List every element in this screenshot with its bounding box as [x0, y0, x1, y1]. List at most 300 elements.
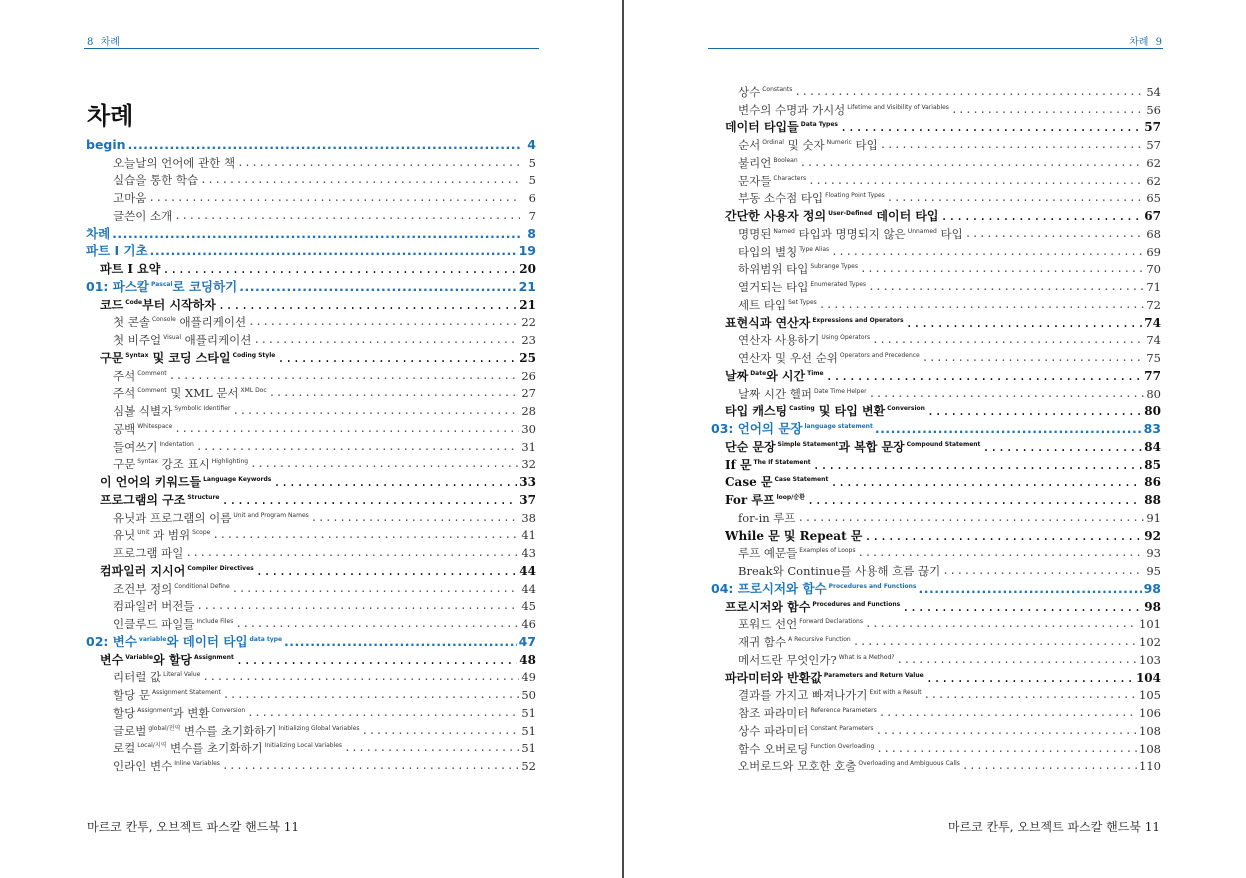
toc-entry-label: [738, 135, 878, 153]
toc-entry-page-number: 32: [521, 457, 536, 472]
toc-entry-text: 코드: [100, 297, 124, 312]
toc-entry-page-number: 22: [521, 315, 536, 330]
toc-entry-english-term: Syntax: [125, 351, 149, 359]
toc-entry-page-number: 86: [1144, 475, 1161, 490]
toc-entry-english-term: Date Time Helper: [813, 387, 867, 395]
toc-entry-page-number: 46: [521, 617, 536, 631]
dot-leader: [906, 315, 1143, 331]
toc-entry-english-term: Code: [125, 298, 143, 306]
toc-entry-english-term: Using Operators: [821, 334, 871, 342]
toc-entry-text: 열거되는 타입: [738, 280, 809, 294]
toc-entry[interactable]: [86, 206, 536, 224]
toc-entry-text-cont: 변수를 초기화하기: [166, 741, 263, 756]
toc-entry-text: 문자들: [738, 173, 772, 188]
toc-entry[interactable]: [711, 153, 1161, 171]
toc-entry[interactable]: [86, 472, 536, 490]
toc-entry-page-number: 5: [528, 173, 536, 188]
toc-entry[interactable]: [711, 703, 1161, 721]
toc-entry-text: 데이터 타입들: [725, 120, 799, 135]
dot-leader: [965, 226, 1145, 242]
toc-entry-label: [113, 579, 230, 597]
toc-entry[interactable]: [711, 366, 1161, 384]
toc-entry-text: 오버로드와 모호한 호출: [738, 759, 857, 774]
dot-leader: [221, 492, 517, 508]
toc-entry-text: 차례: [86, 225, 111, 241]
toc-entry-english-term: Overloading and Ambiguous Calls: [858, 760, 960, 768]
toc-entry-text: 타입의 별칭: [738, 244, 798, 259]
toc-entry-english-term: Visual: [163, 334, 182, 341]
dot-leader: [232, 403, 519, 419]
toc-entry-text: 표현식과 연산자: [725, 315, 811, 330]
toc-entry-page-number: 38: [521, 510, 536, 525]
toc-entry[interactable]: [86, 490, 536, 508]
toc-entry-english-term: Floating Point Types: [825, 192, 885, 200]
toc-entry-english-term: Constant Parameters: [810, 724, 874, 732]
toc-entry[interactable]: [711, 242, 1161, 260]
toc-entry-text: 부동 소수점 타입: [738, 191, 824, 206]
toc-entry[interactable]: [711, 295, 1161, 313]
toc-entry[interactable]: [711, 668, 1161, 686]
dot-leader: [250, 456, 519, 472]
toc-entry-label: [738, 224, 963, 242]
toc-entry-english-term: Structure: [187, 493, 220, 501]
toc-entry-page-number: 104: [1135, 670, 1161, 685]
toc-entry[interactable]: [711, 135, 1161, 153]
toc-entry[interactable]: [86, 756, 536, 774]
toc-entry-text: 구문: [113, 457, 136, 472]
toc-entry-english-term: Subrange Types: [810, 263, 858, 271]
dot-leader: [875, 421, 1142, 437]
toc-entry-text-cont: 와 데이터 타입: [166, 633, 248, 649]
toc-entry-label: [738, 295, 817, 313]
toc-entry-text: 프로그램의 구조: [100, 492, 186, 507]
toc-entry-text: 로컬: [113, 741, 136, 756]
toc-entry[interactable]: [711, 384, 1161, 402]
dot-leader: [860, 261, 1144, 277]
dot-leader: [924, 687, 1138, 703]
toc-entry[interactable]: [711, 82, 1161, 100]
toc-entry-english-term: Procedures and Functions: [812, 600, 901, 608]
dot-leader: [876, 723, 1138, 739]
toc-entry-page-number: 57: [1146, 138, 1161, 152]
toc-entry-page-number: 43: [521, 546, 536, 560]
toc-entry-text-cont: 타입: [851, 138, 878, 152]
toc-entry-page-number: 7: [528, 208, 536, 223]
toc-entry[interactable]: [86, 419, 536, 437]
toc-entry-text: 인클루드 파일들: [113, 617, 195, 631]
right-footer: 마르코 칸투, 오브젝트 파스칼 핸드북 11: [947, 820, 1160, 834]
toc-entry[interactable]: [86, 330, 536, 348]
toc-entry[interactable]: [86, 242, 536, 260]
toc-entry-english-term: Numeric: [826, 139, 852, 146]
toc-entry-label: [113, 383, 267, 401]
dot-leader: [902, 599, 1142, 615]
toc-entry-english-term: Include Files: [196, 618, 234, 625]
toc-entry-label: [738, 563, 940, 579]
dot-leader: [857, 545, 1144, 561]
toc-entry-label: [113, 172, 198, 188]
toc-entry-label: [725, 490, 805, 508]
toc-entry-label: [113, 525, 210, 543]
toc-entry-label: [113, 454, 248, 472]
toc-entry[interactable]: [711, 739, 1161, 757]
toc-entry-text: 결과를 가지고 빠져나가기: [738, 688, 868, 703]
toc-entry-text: 심볼 식별자: [113, 404, 173, 418]
dot-leader: [840, 119, 1142, 135]
toc-entry-text: 구문: [100, 350, 124, 365]
toc-entry-page-number: 5: [528, 155, 536, 170]
toc-entry[interactable]: [86, 721, 536, 739]
toc-entry[interactable]: [86, 508, 536, 526]
toc-entry-english-term: Console: [151, 316, 176, 324]
toc-entry-text: 오늘날의 언어에 관한 책: [113, 155, 236, 170]
toc-entry[interactable]: [711, 437, 1161, 455]
toc-entry[interactable]: [86, 526, 536, 544]
toc-entry-text: for-in 루프: [738, 510, 796, 525]
dot-leader: [284, 634, 517, 650]
toc-entry-page-number: 70: [1146, 262, 1161, 277]
toc-entry-english-term: Named: [773, 227, 795, 235]
toc-entry-text: 하위범위 타입: [738, 262, 809, 277]
toc-entry[interactable]: [86, 650, 536, 668]
toc-entry-label: [113, 685, 221, 703]
toc-entry[interactable]: [86, 224, 536, 242]
toc-entry-english-term: Assignment: [137, 706, 173, 714]
toc-entry-english-term: language statement: [804, 423, 873, 430]
toc-entry-label: [738, 171, 806, 189]
toc-left-list: [86, 135, 536, 774]
toc-entry-label: [738, 153, 798, 171]
toc-entry-label: [725, 668, 924, 686]
toc-entry-text-cont: 애플리케이션: [181, 333, 252, 347]
toc-entry-text: 글쓴이 소개: [113, 208, 173, 223]
dot-leader: [232, 581, 520, 597]
toc-entry[interactable]: [711, 615, 1161, 633]
toc-entry-page-number: 85: [1144, 457, 1161, 472]
toc-entry[interactable]: [86, 703, 536, 721]
toc-entry[interactable]: [86, 384, 536, 402]
dot-leader: [150, 243, 517, 259]
toc-entry-label: [725, 597, 900, 615]
toc-entry-text: 유닛과 프로그램의 이름: [113, 510, 232, 525]
toc-entry-label: [113, 614, 233, 632]
toc-entry-text: 02: 변수: [86, 633, 137, 649]
toc-entry-text-cont: 및 코딩 스타일: [148, 350, 231, 365]
toc-entry[interactable]: [711, 757, 1161, 775]
toc-entry[interactable]: [86, 313, 536, 331]
toc-entry[interactable]: [86, 437, 536, 455]
toc-entry-page-number: 33: [519, 475, 536, 489]
dot-leader: [864, 528, 1142, 544]
toc-entry-text-cont: 와 할당: [153, 652, 193, 667]
dot-leader: [926, 670, 1134, 686]
toc-entry-text: 프로시저와 함수: [725, 599, 811, 614]
toc-entry-text: 세트 타입: [738, 297, 787, 312]
toc-entry-text: 이 언어의 키워드들: [100, 475, 202, 489]
toc-entry-text: 루프 예문들: [738, 546, 798, 561]
toc-entry-english-term: Unit and Program Names: [233, 511, 309, 519]
toc-entry[interactable]: [86, 668, 536, 686]
toc-entry[interactable]: [86, 597, 536, 615]
toc-entry-text: 인라인 변수: [113, 759, 173, 773]
toc-entry[interactable]: [86, 579, 536, 597]
toc-entry-page-number: 62: [1146, 173, 1161, 188]
toc-entry-label: [100, 261, 160, 277]
toc-entry[interactable]: [86, 543, 536, 561]
toc-entry-page-number: 62: [1146, 155, 1161, 170]
dot-leader: [362, 723, 520, 739]
right-running-head: [1129, 33, 1162, 48]
toc-entry-page-number: 8: [527, 225, 536, 241]
toc-entry-text: 주석: [113, 386, 136, 401]
toc-entry-label: [113, 545, 183, 561]
toc-entry-page-number: 83: [1143, 421, 1161, 436]
toc-entry[interactable]: [86, 614, 536, 632]
dot-leader: [200, 172, 520, 188]
toc-entry-english-term: Assignment Statement: [151, 689, 221, 696]
dot-leader: [196, 598, 519, 614]
toc-entry[interactable]: [711, 721, 1161, 739]
toc-entry-english-term: Procedures and Functions: [828, 582, 917, 590]
toc-entry[interactable]: [711, 650, 1161, 668]
toc-entry-text: 변수의 수명과 가시성: [738, 102, 846, 117]
toc-entry-text-cont: 데이터 타입: [872, 209, 939, 223]
toc-entry-label: [725, 206, 939, 224]
toc-entry[interactable]: [86, 366, 536, 384]
toc-entry-page-number: 41: [521, 528, 536, 543]
dot-leader: [819, 297, 1145, 313]
toc-entry-english-term: User-Defined: [828, 210, 873, 217]
toc-entry[interactable]: [86, 455, 536, 473]
toc-entry-label: [738, 739, 874, 757]
toc-entry-page-number: 56: [1146, 102, 1161, 117]
toc-entry-english-term: Syntax: [137, 458, 158, 466]
toc-entry-text: 04: 프로시저와 함수: [711, 580, 827, 596]
toc-entry-label: [738, 510, 796, 526]
toc-entry[interactable]: [711, 348, 1161, 366]
toc-entry[interactable]: [711, 118, 1161, 136]
toc-entry-text-cont: 과 변환: [172, 705, 210, 720]
toc-entry[interactable]: [86, 632, 536, 650]
toc-entry-text: 03: 언어의 문장: [711, 421, 803, 436]
toc-entry[interactable]: [711, 579, 1161, 597]
toc-entry[interactable]: [711, 526, 1161, 544]
toc-title: 차례: [87, 102, 134, 130]
toc-entry[interactable]: [86, 171, 536, 189]
toc-entry-label: [113, 508, 309, 526]
toc-entry[interactable]: [86, 401, 536, 419]
dot-leader: [853, 634, 1137, 650]
toc-entry-page-number: 28: [521, 404, 536, 418]
toc-entry[interactable]: [711, 597, 1161, 615]
toc-entry-text: 불리언: [738, 155, 772, 170]
left-section-name: 차례: [100, 37, 120, 48]
toc-entry-label: [113, 155, 235, 171]
dot-leader: [918, 581, 1141, 597]
toc-entry-page-number: 50: [521, 688, 536, 702]
toc-entry-text: 날짜: [725, 368, 749, 383]
toc-entry-english-term: Lifetime and Visibility of Variables: [847, 103, 949, 111]
toc-entry-text: If 문: [725, 457, 752, 472]
toc-entry[interactable]: [86, 561, 536, 579]
toc-entry-page-number: 106: [1139, 706, 1161, 720]
toc-entry-page-number: 108: [1139, 741, 1161, 756]
toc-entry[interactable]: [711, 632, 1161, 650]
toc-entry[interactable]: [86, 277, 536, 295]
toc-entry-english-term: Boolean: [773, 156, 798, 164]
toc-entry-page-number: 49: [521, 670, 536, 685]
toc-entry-english-term: Forward Declarations: [799, 618, 863, 626]
toc-entry-english-term: Exit with a Result: [869, 689, 922, 697]
toc-entry[interactable]: [86, 685, 536, 703]
toc-entry-page-number: 51: [521, 723, 536, 738]
toc-entry-label: [738, 100, 949, 118]
toc-entry-label: [738, 259, 858, 277]
toc-entry-english-term: variable: [138, 635, 167, 643]
toc-entry[interactable]: [86, 348, 536, 366]
dot-leader: [269, 385, 520, 401]
dot-leader: [927, 403, 1142, 419]
toc-entry-text: 주석: [113, 368, 136, 383]
toc-entry-text-cont: 부터 시작하자: [142, 297, 216, 312]
toc-entry-english-term: Conversion: [211, 706, 246, 714]
toc-right-list: [711, 82, 1161, 774]
dot-leader: [344, 740, 519, 756]
toc-entry-label: [725, 437, 980, 455]
toc-entry-page-number: 110: [1139, 759, 1161, 774]
toc-entry-english-term: data type: [249, 635, 283, 643]
toc-entry-label: [113, 437, 194, 455]
toc-entry-text: 타입 캐스팅: [725, 404, 788, 419]
toc-entry-page-number: 75: [1146, 351, 1161, 365]
toc-entry-page-number: 25: [519, 350, 536, 365]
toc-entry-text: For 루프: [725, 493, 775, 507]
dot-leader: [982, 439, 1142, 455]
toc-entry[interactable]: [711, 402, 1161, 420]
toc-entry-english-term: Literal Value: [163, 671, 201, 679]
toc-entry[interactable]: [711, 686, 1161, 704]
toc-entry-label: [738, 188, 885, 206]
toc-entry-text-cont: 타입과 명명되지 않은: [794, 226, 906, 241]
toc-entry[interactable]: [86, 188, 536, 206]
toc-entry-page-number: 69: [1146, 244, 1161, 259]
toc-entry-page-number: 57: [1144, 120, 1161, 135]
toc-entry-text: 공백: [113, 421, 136, 436]
toc-entry-english-term: Language Keywords: [203, 476, 272, 483]
dot-leader: [218, 297, 517, 313]
toc-entry[interactable]: [711, 508, 1161, 526]
toc-entry[interactable]: [711, 224, 1161, 242]
toc-entry-english-term: Examples of Loops: [799, 547, 856, 555]
toc-entry[interactable]: [711, 490, 1161, 508]
toc-entry-label: [711, 579, 916, 597]
toc-entry-english-term: Unnamed: [907, 227, 937, 235]
toc-entry[interactable]: [86, 259, 536, 277]
dot-leader: [807, 492, 1142, 508]
toc-entry[interactable]: [86, 739, 536, 757]
toc-entry-page-number: 103: [1139, 652, 1161, 667]
toc-entry-english-term: Inline Variables: [174, 760, 220, 767]
dot-leader: [202, 669, 519, 685]
toc-entry[interactable]: [711, 419, 1161, 437]
toc-entry[interactable]: [86, 135, 536, 153]
toc-entry-text: 글로벌: [113, 723, 147, 738]
dot-leader: [196, 439, 520, 455]
toc-entry-english-term: XML Doc: [240, 387, 267, 395]
left-header-rule: [84, 48, 539, 49]
toc-entry-page-number: 27: [521, 386, 536, 401]
dot-leader: [185, 545, 519, 561]
toc-entry-english-term: Enumerated Types: [810, 281, 867, 288]
toc-entry[interactable]: [711, 171, 1161, 189]
toc-entry-label: [113, 667, 200, 685]
toc-entry-label: [86, 137, 126, 153]
toc-entry-english-term: Compiler Directives: [187, 564, 254, 572]
toc-entry[interactable]: [711, 473, 1161, 491]
dot-leader: [865, 616, 1137, 632]
toc-entry-text: 참조 파라미터: [738, 706, 809, 720]
toc-entry-text: 메서드란 무엇인가?: [738, 652, 837, 667]
toc-entry-text-cont: 및 숫자: [783, 138, 825, 152]
toc-entry-label: [113, 703, 245, 721]
toc-entry-text: 파트 I 기초: [86, 243, 148, 259]
toc-entry-page-number: 92: [1144, 528, 1161, 543]
toc-entry-english-term: Characters: [773, 174, 807, 182]
toc-entry-page-number: 74: [1144, 315, 1161, 330]
dot-leader: [868, 279, 1144, 295]
toc-entry-english-term: Type Alias: [799, 245, 830, 253]
toc-entry-label: [113, 190, 146, 206]
toc-entry[interactable]: [711, 455, 1161, 473]
toc-entry-english-term: Reference Parameters: [810, 707, 877, 714]
toc-entry-english-term: Time: [807, 369, 824, 377]
toc-entry-label: [113, 419, 172, 437]
dot-leader: [112, 226, 520, 242]
toc-entry[interactable]: [711, 100, 1161, 118]
dot-leader: [813, 457, 1143, 473]
toc-entry[interactable]: [711, 206, 1161, 224]
toc-entry-label: [113, 598, 194, 614]
dot-leader: [169, 368, 520, 384]
toc-entry-label: [738, 650, 894, 668]
toc-entry-page-number: 54: [1146, 84, 1161, 99]
toc-entry-text-cont: 타입: [936, 226, 963, 241]
toc-entry-text: Break와 Continue를 사용해 흐름 끊기: [738, 564, 941, 578]
toc-entry-english-term: Variable: [125, 653, 154, 661]
toc-entry-label: [725, 313, 904, 331]
toc-entry-text: 리터럴 값: [113, 670, 162, 685]
toc-entry-text: 명명된: [738, 226, 772, 241]
dot-leader: [896, 652, 1137, 668]
toc-entry[interactable]: [711, 544, 1161, 562]
toc-entry[interactable]: [86, 295, 536, 313]
toc-entry[interactable]: [711, 331, 1161, 349]
right-page-number: 9: [1155, 37, 1162, 48]
toc-entry-english-term: Conditional Define: [174, 582, 230, 590]
toc-entry[interactable]: [711, 277, 1161, 295]
toc-entry[interactable]: [711, 561, 1161, 579]
toc-entry[interactable]: [86, 153, 536, 171]
toc-entry-text: While 문 및 Repeat 문: [725, 528, 863, 543]
toc-entry[interactable]: [711, 313, 1161, 331]
toc-entry-page-number: 48: [519, 652, 536, 667]
dot-leader: [239, 279, 516, 295]
toc-entry-page-number: 23: [521, 333, 536, 347]
toc-entry-text: Case 문: [725, 475, 773, 490]
dot-leader: [800, 155, 1145, 171]
toc-entry[interactable]: [711, 189, 1161, 207]
toc-entry[interactable]: [711, 260, 1161, 278]
